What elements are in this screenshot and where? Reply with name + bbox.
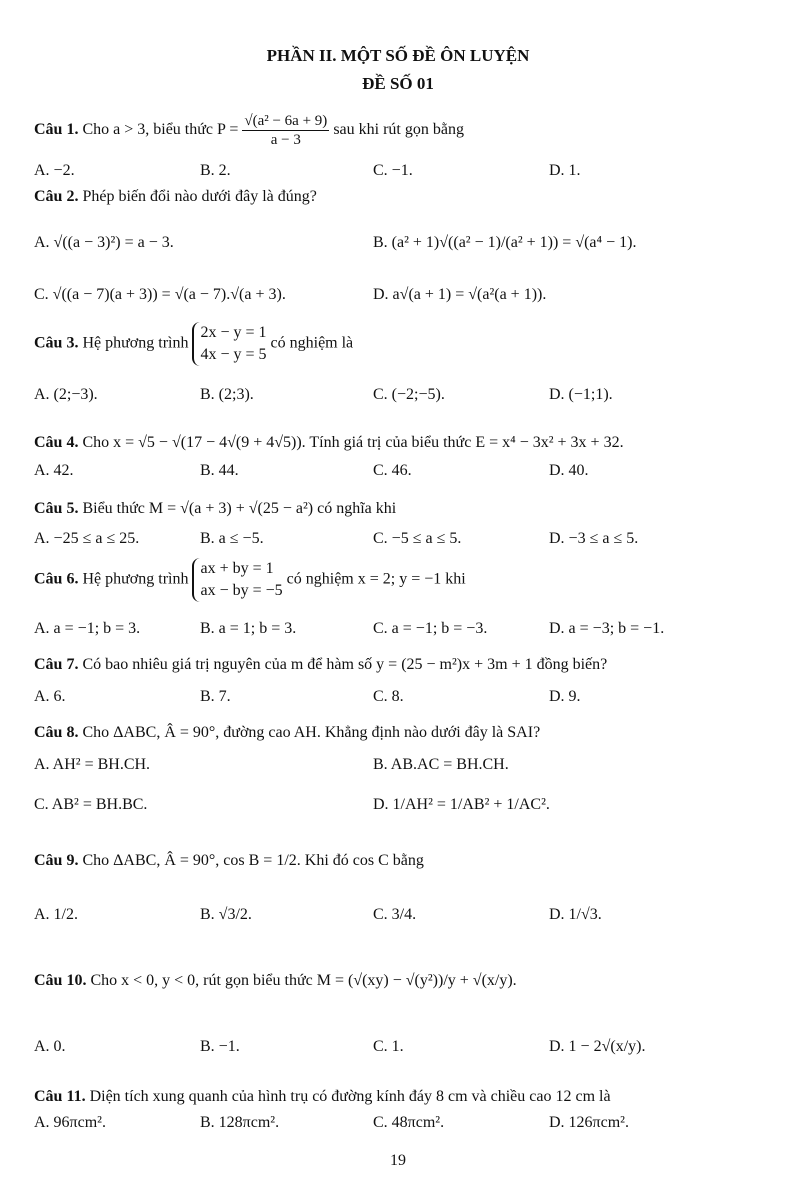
- question-stem: Phép biến đổi nào dưới đây là đúng?: [82, 188, 317, 205]
- question-9: [34, 852, 424, 870]
- part-title: PHẦN II. MỘT SỐ ĐỀ ÔN LUYỆN: [266, 46, 530, 65]
- option-b: B. 44.: [200, 462, 239, 479]
- option-d: D. −3 ≤ a ≤ 5.: [549, 530, 639, 547]
- option-d: D. 1.: [549, 162, 581, 179]
- option-d: D. 1 − 2√(x/y).: [549, 1038, 646, 1055]
- option-b: B. −1.: [200, 1038, 240, 1055]
- equation-system: [192, 558, 282, 602]
- question-label: Câu 3.: [34, 334, 79, 352]
- question-label: Câu 1.: [34, 121, 79, 139]
- option-a: A. 42.: [34, 462, 74, 479]
- question-stem: Hệ phương trình: [82, 334, 189, 352]
- question-2: [34, 188, 317, 206]
- question-6: [34, 558, 466, 602]
- question-label: Câu 7.: [34, 656, 79, 673]
- question-stem: có nghiệm là: [270, 334, 354, 352]
- option-a: A. −2.: [34, 162, 75, 179]
- question-5: [34, 500, 396, 518]
- page-number: 19: [390, 1152, 406, 1169]
- option-d: D. (−1;1).: [549, 386, 613, 403]
- question-label: Câu 5.: [34, 500, 79, 517]
- question-stem: Cho x < 0, y < 0, rút gọn biểu thức M = (√(xy) − √(y²))/y + √(x/y).: [90, 972, 517, 989]
- equation-system: [192, 322, 266, 366]
- option-a: A. 96πcm².: [34, 1114, 106, 1131]
- question-stem: Hệ phương trình: [82, 570, 189, 588]
- option-a: A. √((a − 3)²) = a − 3.: [34, 234, 174, 251]
- option-a: A. (2;−3).: [34, 386, 98, 403]
- option-c: C. 48πcm².: [373, 1114, 445, 1131]
- fraction-denominator: a − 3: [270, 132, 301, 148]
- question-3: [34, 322, 353, 366]
- option-d: D. a = −3; b = −1.: [549, 620, 665, 637]
- option-d: D. 1/√3.: [549, 906, 602, 923]
- option-d: D. 1/AH² = 1/AB² + 1/AC².: [373, 796, 550, 813]
- option-b: B. 7.: [200, 688, 231, 705]
- question-stem: Có bao nhiêu giá trị nguyên của m để hàm số y = (25 − m²)x + 3m + 1 đồng biến?: [82, 656, 608, 673]
- option-b: B. AB.AC = BH.CH.: [373, 756, 509, 773]
- question-label: Câu 2.: [34, 188, 79, 205]
- question-label: Câu 11.: [34, 1088, 86, 1105]
- exam-title: ĐỀ SỐ 01: [362, 74, 434, 93]
- equation-1: ax + by = 1: [200, 560, 274, 577]
- option-b: B. √3/2.: [200, 906, 252, 923]
- equation-2: ax − by = −5: [200, 582, 283, 599]
- option-a: A. 6.: [34, 688, 66, 705]
- equation-1: 2x − y = 1: [200, 324, 267, 341]
- question-label: Câu 8.: [34, 724, 79, 741]
- option-a: A. AH² = BH.CH.: [34, 756, 151, 773]
- question-stem: Biểu thức M = √(a + 3) + √(25 − a²) có nghĩa khi: [82, 500, 397, 517]
- question-label: Câu 4.: [34, 434, 79, 451]
- option-a: A. 1/2.: [34, 906, 78, 923]
- option-c: C. 46.: [373, 462, 412, 479]
- question-1: [34, 112, 464, 149]
- question-stem: Cho a > 3, biểu thức P =: [82, 121, 239, 139]
- option-c: C. a = −1; b = −3.: [373, 620, 488, 637]
- option-b: B. 2.: [200, 162, 231, 179]
- option-a: A. 0.: [34, 1038, 66, 1055]
- option-a: A. a = −1; b = 3.: [34, 620, 141, 637]
- option-b: B. (a² + 1)√((a² − 1)/(a² + 1)) = √(a⁴ − 1).: [373, 234, 637, 251]
- option-d: D. 40.: [549, 462, 589, 479]
- question-label: Câu 9.: [34, 852, 79, 869]
- question-11: [34, 1088, 611, 1106]
- option-c: C. 3/4.: [373, 906, 417, 923]
- question-10: [34, 972, 517, 990]
- option-b: B. (2;3).: [200, 386, 254, 403]
- option-c: C. −5 ≤ a ≤ 5.: [373, 530, 462, 547]
- option-b: B. 128πcm².: [200, 1114, 280, 1131]
- question-stem: Diện tích xung quanh của hình trụ có đường kính đáy 8 cm và chiều cao 12 cm là: [89, 1088, 611, 1105]
- option-b: B. a ≤ −5.: [200, 530, 264, 547]
- option-d: D. 126πcm².: [549, 1114, 629, 1131]
- question-7: [34, 656, 607, 674]
- question-stem: sau khi rút gọn bằng: [333, 121, 464, 139]
- question-label: Câu 10.: [34, 972, 87, 989]
- option-c: C. √((a − 7)(a + 3)) = √(a − 7).√(a + 3).: [34, 286, 286, 303]
- question-8: [34, 724, 540, 742]
- option-b: B. a = 1; b = 3.: [200, 620, 297, 637]
- option-c: C. AB² = BH.BC.: [34, 796, 148, 813]
- fraction-numerator: √(a² − 6a + 9): [244, 113, 328, 129]
- fraction: [242, 112, 329, 149]
- equation-2: 4x − y = 5: [200, 346, 267, 363]
- question-stem: có nghiệm x = 2; y = −1 khi: [286, 570, 466, 588]
- question-stem: Cho x = √5 − √(17 − 4√(9 + 4√5)). Tính giá trị của biểu thức E = x⁴ − 3x² + 3x + 32.: [82, 434, 624, 451]
- option-d: D. a√(a + 1) = √(a²(a + 1)).: [373, 286, 547, 303]
- question-4: [34, 434, 624, 452]
- option-c: C. 1.: [373, 1038, 404, 1055]
- option-d: D. 9.: [549, 688, 581, 705]
- option-c: C. (−2;−5).: [373, 386, 445, 403]
- option-c: C. −1.: [373, 162, 413, 179]
- question-stem: Cho ΔABC, Â = 90°, cos B = 1/2. Khi đó cos C bằng: [82, 852, 424, 869]
- option-a: A. −25 ≤ a ≤ 25.: [34, 530, 140, 547]
- question-stem: Cho ΔABC, Â = 90°, đường cao AH. Khẳng định nào dưới đây là SAI?: [82, 724, 541, 741]
- option-c: C. 8.: [373, 688, 404, 705]
- question-label: Câu 6.: [34, 570, 79, 588]
